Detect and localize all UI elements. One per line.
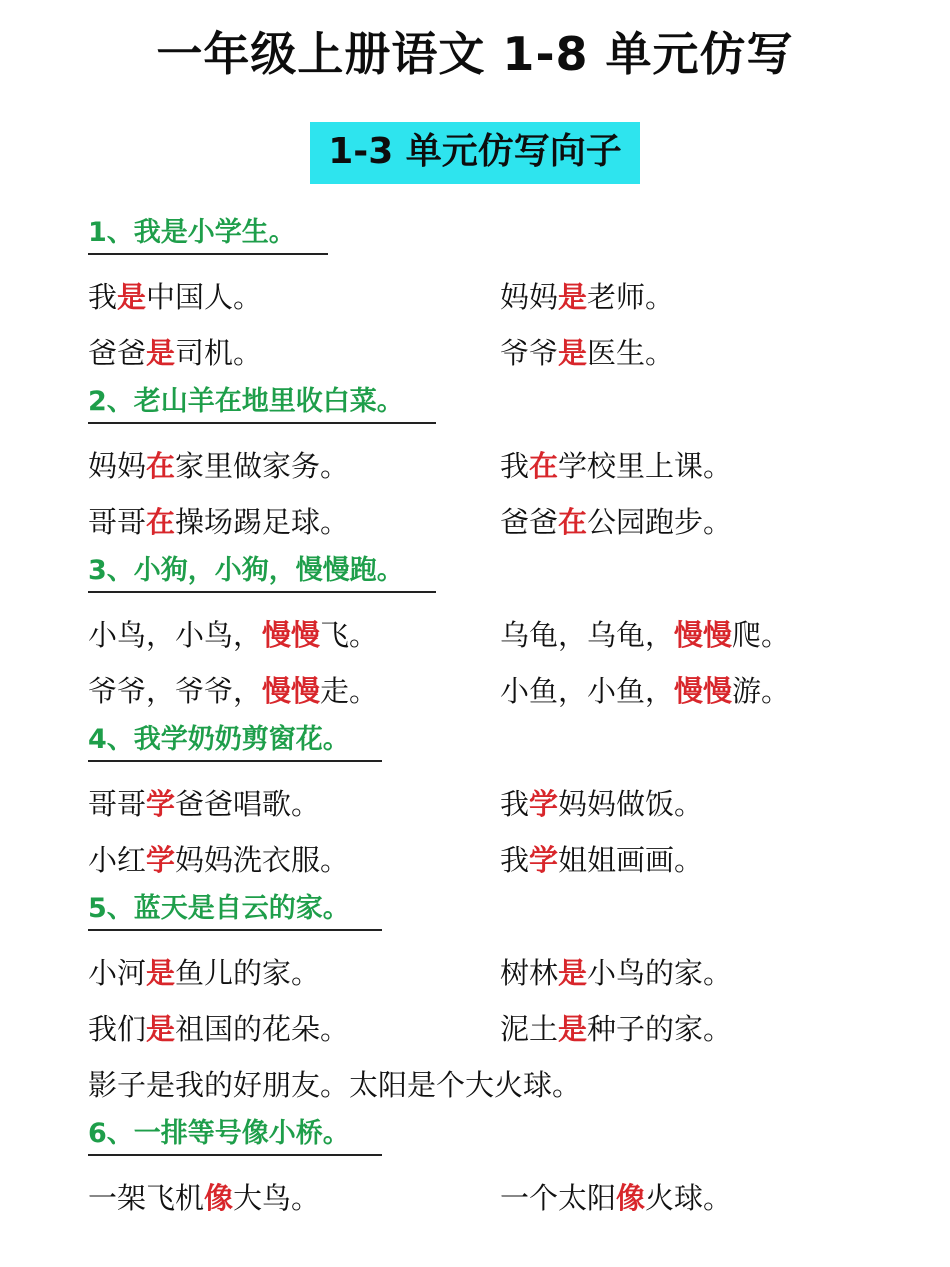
section-heading: 2、老山羊在地里收白菜。 [88, 383, 436, 424]
sections [88, 214, 928, 1228]
sentence-row [88, 832, 928, 888]
section-heading: 6、一排等号像小桥。 [88, 1115, 382, 1156]
section [88, 1115, 928, 1226]
section [88, 383, 928, 550]
sentence-row [88, 607, 928, 663]
sentence-row [88, 776, 928, 832]
sentence-row [88, 269, 928, 325]
sentence: 乌龟，乌龟，慢慢爬。 [500, 618, 791, 652]
sentence-row [88, 945, 928, 1001]
sentence: 妈妈在家里做家务。 [88, 449, 350, 483]
sentence: 我学姐姐画画。 [500, 843, 704, 877]
sentence: 爸爸是司机。 [88, 336, 263, 370]
sentence: 我们是祖国的花朵。 [88, 1012, 350, 1046]
sentence: 树林是小鸟的家。 [500, 956, 733, 990]
sentence: 我学妈妈做饭。 [500, 787, 704, 821]
sentence: 我是中国人。 [88, 280, 263, 314]
sentence: 哥哥在操场踢足球。 [88, 505, 350, 539]
page-title: 一年级上册语文 1-8 单元仿写 [156, 27, 794, 81]
sentence: 哥哥学爸爸唱歌。 [88, 787, 321, 821]
sentence: 妈妈是老师。 [500, 280, 675, 314]
sentence: 爷爷，爷爷，慢慢走。 [88, 674, 379, 708]
section [88, 721, 928, 888]
sentence-row [88, 1001, 928, 1057]
sentence: 一个太阳像火球。 [500, 1181, 733, 1215]
sentence: 爸爸在公园跑步。 [500, 505, 733, 539]
sentence-row [88, 663, 928, 719]
section [88, 552, 928, 719]
sentence: 小红学妈妈洗衣服。 [88, 843, 350, 877]
sentence: 一架飞机像大鸟。 [88, 1181, 321, 1215]
sentence-row [88, 1057, 928, 1113]
sentence: 爷爷是医生。 [500, 336, 675, 370]
subtitle-banner [0, 122, 950, 184]
section-heading: 3、小狗，小狗，慢慢跑。 [88, 552, 436, 593]
sentence: 影子是我的好朋友。太阳是个大火球。 [88, 1068, 582, 1102]
section [88, 890, 928, 1113]
section [88, 214, 928, 381]
section-heading: 1、我是小学生。 [88, 214, 328, 255]
sentence: 小河是鱼儿的家。 [88, 956, 321, 990]
sentence-row [88, 1170, 928, 1226]
section-heading: 4、我学奶奶剪窗花。 [88, 721, 382, 762]
sentence-row [88, 438, 928, 494]
sentence: 小鱼，小鱼，慢慢游。 [500, 674, 791, 708]
sentence: 我在学校里上课。 [500, 449, 733, 483]
sentence: 小鸟，小鸟，慢慢飞。 [88, 618, 379, 652]
sentence-row [88, 494, 928, 550]
sentence-row [88, 325, 928, 381]
section-heading: 5、蓝天是自云的家。 [88, 890, 382, 931]
subtitle: 1-3 单元仿写向子 [310, 122, 640, 184]
sentence: 泥土是种子的家。 [500, 1012, 733, 1046]
